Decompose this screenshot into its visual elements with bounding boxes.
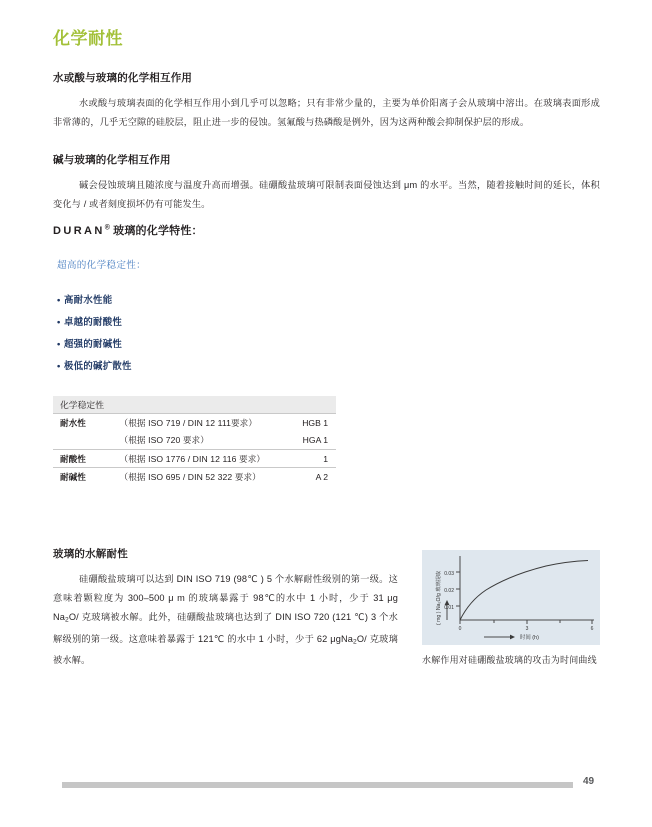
list-item-label: 超强的耐碱性 [64,338,123,349]
hydrolytic-attack-chart [422,550,600,645]
paragraph-hydrolytic-part2: O/ 克玻璃被水解。此外，硅硼酸盐玻璃也达到了 DIN ISO 720 (121 ℃) 3 个水解级别的第一级。这意味着暴露于 121℃ 的水中 1 小时，少于 62 μgNa [53,612,398,644]
chart-svg [422,550,600,645]
bullet-dot-icon: • [57,294,61,305]
chemical-stability-table [53,396,336,486]
paragraph-water-acid: 水或酸与玻璃表面的化学相互作用小到几乎可以忽略；只有非常少量的，主要为单价阳离子会从玻璃中溶出。在玻璃表面形成非常薄的，几乎无空隙的硅胶层，阻止进一步的侵蚀。氢氟酸与热磷酸是例外，因为这两种酸会抑制保护层的形成。 [53,98,600,127]
list-item [57,355,317,377]
duran-brand-name: DURAN [53,225,105,237]
duran-heading-rest: 玻璃的化学特性： [109,225,203,237]
subscript-two: 2 [65,616,69,624]
chart-y-tick-label: 0.03 [444,571,454,577]
chart-y-axis-label: ( mg ) Na₂O/g 玻璃提取 [436,570,442,626]
chart-data-curve [460,561,588,621]
paragraph-hydrolytic-part3: O/ 克玻璃被水解。 [53,633,398,666]
section-heading-hydrolytic: 玻璃的水解耐性 [53,548,128,560]
table-cell-requirement: （根据 ISO 719 / DIN 12 111要求） [119,417,258,428]
table-cell-requirement: （根据 ISO 1776 / DIN 12 116 要求） [120,450,273,468]
paragraph-alkali: 碱会侵蚀玻璃且随浓度与温度升高而增强。硅硼酸盐玻璃可限制表面侵蚀达到 μm 的水平。当然，随着接触时间的延长，体积变化与 / 或者刻度损坏仍有可能发生。 [53,180,600,209]
table-cell-value: HGB 1 [302,417,328,428]
page-title: 化学耐性 [53,29,123,48]
chart-x-tick-label: 3 [525,626,529,632]
section-heading-duran [53,222,203,238]
table-row [53,414,336,432]
table-row [53,468,336,486]
footer-rule [62,782,573,788]
registered-trademark-icon: ® [104,224,110,232]
list-item [57,333,317,355]
table-cell-label: 耐碱性 [53,468,120,486]
table-cell-value: HGA 1 [302,435,328,446]
bullet-dot-icon: • [57,338,61,349]
list-item-label: 卓越的耐酸性 [64,316,123,327]
chart-x-tick-label: 0 [458,626,462,632]
section-heading-water-acid: 水或酸与玻璃的化学相互作用 [53,72,193,84]
table-cell-label [53,432,120,450]
chart-caption: 水解作用对硅硼酸盐玻璃的攻击为时间曲线 [422,655,597,665]
page-number: 49 [583,776,595,787]
bullet-dot-icon: • [57,360,61,371]
list-item-label: 高耐水性能 [64,294,113,305]
table-cell-value: A 2 [272,468,336,486]
subheading-chemical-stability: 超高的化学稳定性： [57,260,147,271]
chart-y-tick-label: 0.01 [444,605,454,611]
section-heading-alkali: 碱与玻璃的化学相互作用 [53,154,171,166]
table-header-label: 化学稳定性 [53,396,336,414]
table-row [53,432,336,450]
table-header-row [53,396,336,414]
list-item-label: 极低的碱扩散性 [64,360,132,371]
table-cell-requirement: （根据 ISO 720 要求） [119,435,209,446]
paragraph-hydrolytic-part1: 硅硼酸盐玻璃可以达到 DIN ISO 719 (98℃ ) 5 个水解耐性级别的第一级。这意味着颗粒度为 300–500 μ m 的玻璃暴露于 98℃的水中 1 小时，少于 31 μg Na [53,574,398,622]
table-row [53,450,336,468]
paragraph-hydrolytic [53,570,398,670]
table-cell-label: 耐水性 [60,417,86,428]
feature-bullet-list [57,289,317,377]
table-cell-label: 耐酸性 [53,450,120,468]
table-cell-requirement: （根据 ISO 695 / DIN 52 322 要求） [120,468,273,486]
subscript-two: 2 [353,638,357,646]
bullet-dot-icon: • [57,316,61,327]
chart-x-axis-label: 时间 (h) [520,635,539,641]
list-item [57,311,317,333]
chart-y-tick-label: 0.02 [444,588,454,594]
chart-x-tick-label: 6 [590,626,594,632]
chart-y-axis-arrow-head [445,600,450,605]
list-item [57,289,317,311]
chart-x-axis-arrow-head [510,635,515,640]
table-cell-value: 1 [272,450,336,468]
